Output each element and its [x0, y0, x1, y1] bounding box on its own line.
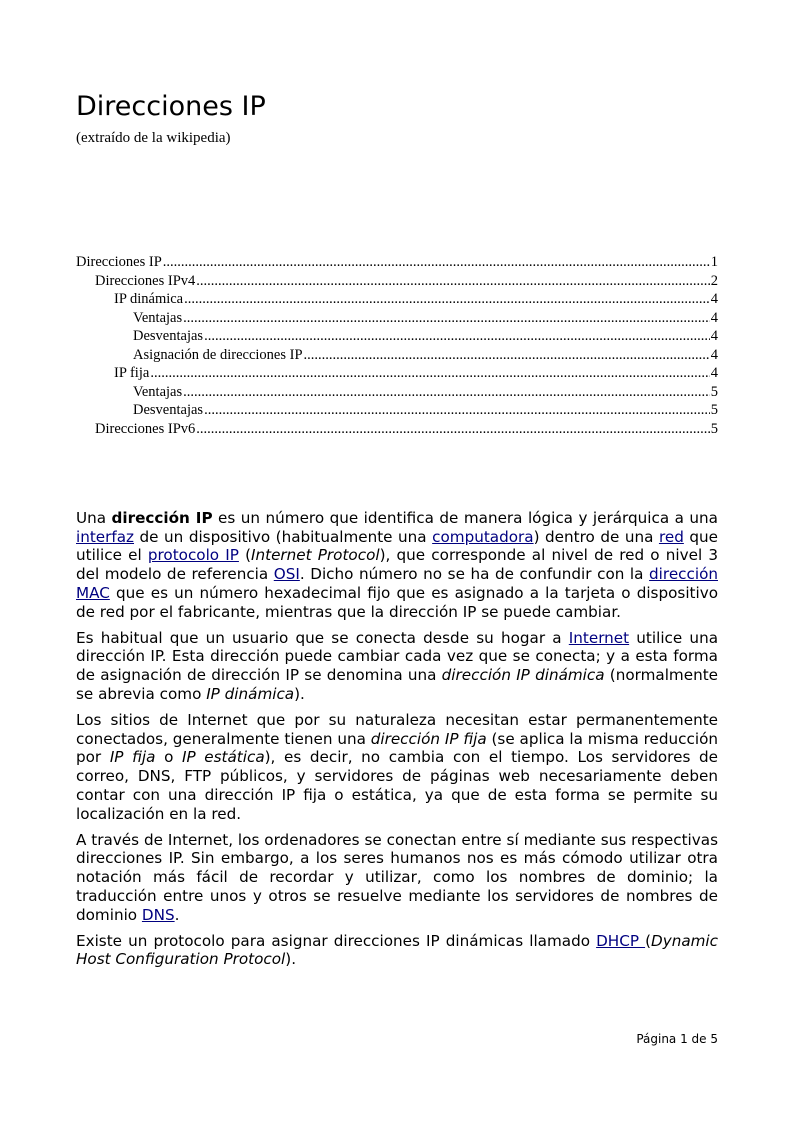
link-dns[interactable]: DNS — [141, 905, 175, 924]
toc-entry-page: 2 — [710, 272, 718, 289]
paragraph-fixed-ip: Los sitios de Internet que por su naturaleza necesitan estar permanentemente conectados, generalmente tienen una dirección IP fija (se aplica la misma reducción por IP fija o IP estática), es decir, no cambia con el tiempo. Los servidores de correo, DNS, FTP públicos, y servidores de páginas web necesariamente deben contar con una dirección IP fija o estática, ya que de esta forma se permite su localización en la red. — [76, 711, 719, 823]
toc-entry-label: Direcciones IP — [76, 254, 162, 270]
toc-entry[interactable] — [76, 309, 718, 328]
toc-entry-page: 4 — [710, 365, 718, 381]
toc-entry-page: 5 — [710, 420, 718, 437]
link-direccion-mac[interactable]: dirección MAC — [76, 565, 718, 602]
toc-entry[interactable] — [76, 383, 718, 402]
link-computadora[interactable]: computadora — [432, 527, 534, 546]
toc-entry[interactable] — [76, 327, 718, 346]
toc-entry[interactable] — [76, 290, 718, 309]
link-internet[interactable]: Internet — [568, 628, 630, 647]
toc-entry-label: IP fija — [114, 365, 150, 381]
toc-entry-label: Direcciones IPv4 — [95, 272, 196, 289]
toc-entry[interactable] — [76, 420, 718, 439]
toc-entry-label: Direcciones IPv6 — [95, 420, 196, 437]
toc-entry[interactable] — [76, 401, 718, 420]
toc-entry[interactable] — [76, 253, 718, 272]
document-subtitle: (extraído de la wikipedia) — [76, 130, 231, 146]
paragraph-dhcp: Existe un protocolo para asignar direcciones IP dinámicas llamado DHCP (Dynamic Host Configuration Protocol). — [76, 931, 718, 969]
toc-entry-page: 4 — [710, 309, 718, 326]
term-bold: dirección IP — [111, 509, 213, 527]
toc-entry-page: 5 — [710, 383, 718, 400]
toc-entry-page: 4 — [710, 291, 718, 307]
paragraph-dynamic-ip: Es habitual que un usuario que se conecta desde su hogar a Internet utilice una dirección IP. Esta dirección puede cambiar cada vez que se conecta; y a esta forma de asignación de dirección IP se denomina una dirección IP dinámica (normalmente se abrevia como IP dinámica). — [76, 628, 718, 703]
paragraph-dns: A través de Internet, los ordenadores se conectan entre sí mediante sus respectivas direcciones IP. Sin embargo, a los seres humanos nos es más cómodo utilizar otra notación más fácil de recordar y utilizar, como los nombres de dominio; la traducción entre unos y otros se resuelve mediante los servidores de nombres de dominio DNS. — [76, 830, 718, 924]
toc-entry-label: Ventajas — [133, 383, 183, 400]
toc-entry[interactable] — [76, 272, 718, 291]
toc-entry-label: IP dinámica — [114, 291, 184, 307]
link-red[interactable]: red — [658, 527, 684, 546]
link-protocolo-ip[interactable]: protocolo IP — [147, 546, 239, 565]
toc-entry-page: 5 — [710, 402, 718, 418]
link-interfaz[interactable]: interfaz — [76, 527, 135, 546]
toc-entry[interactable] — [76, 346, 718, 365]
table-of-contents — [76, 253, 718, 438]
toc-entry[interactable] — [76, 364, 718, 383]
toc-entry-label: Desventajas — [133, 402, 204, 418]
toc-entry-label: Asignación de direcciones IP — [133, 346, 303, 363]
page-footer: Página 1 de 5 — [636, 1032, 718, 1046]
toc-entry-page: 1 — [710, 254, 718, 270]
article-body — [76, 509, 718, 977]
link-osi[interactable]: OSI — [273, 565, 300, 584]
toc-entry-label: Desventajas — [133, 328, 204, 344]
toc-entry-label: Ventajas — [133, 309, 183, 326]
document-title: Direcciones IP — [76, 91, 266, 122]
paragraph-definition: Una dirección IP es un número que identifica de manera lógica y jerárquica a una interfaz de un dispositivo (habitualmente una computadora) dentro de una red que utilice el protocolo IP (Internet Protocol), que corresponde al nivel de red o nivel 3 del modelo de referencia OSI. Dicho número no se ha de confundir con la dirección MAC que es un número hexadecimal fijo que es asignado a la tarjeta o dispositivo de red por el fabricante, mientras que la dirección IP se puede cambiar. — [76, 509, 719, 621]
toc-entry-page: 4 — [710, 346, 718, 363]
toc-entry-page: 4 — [710, 328, 718, 344]
link-dhcp[interactable]: DHCP — [596, 931, 646, 950]
